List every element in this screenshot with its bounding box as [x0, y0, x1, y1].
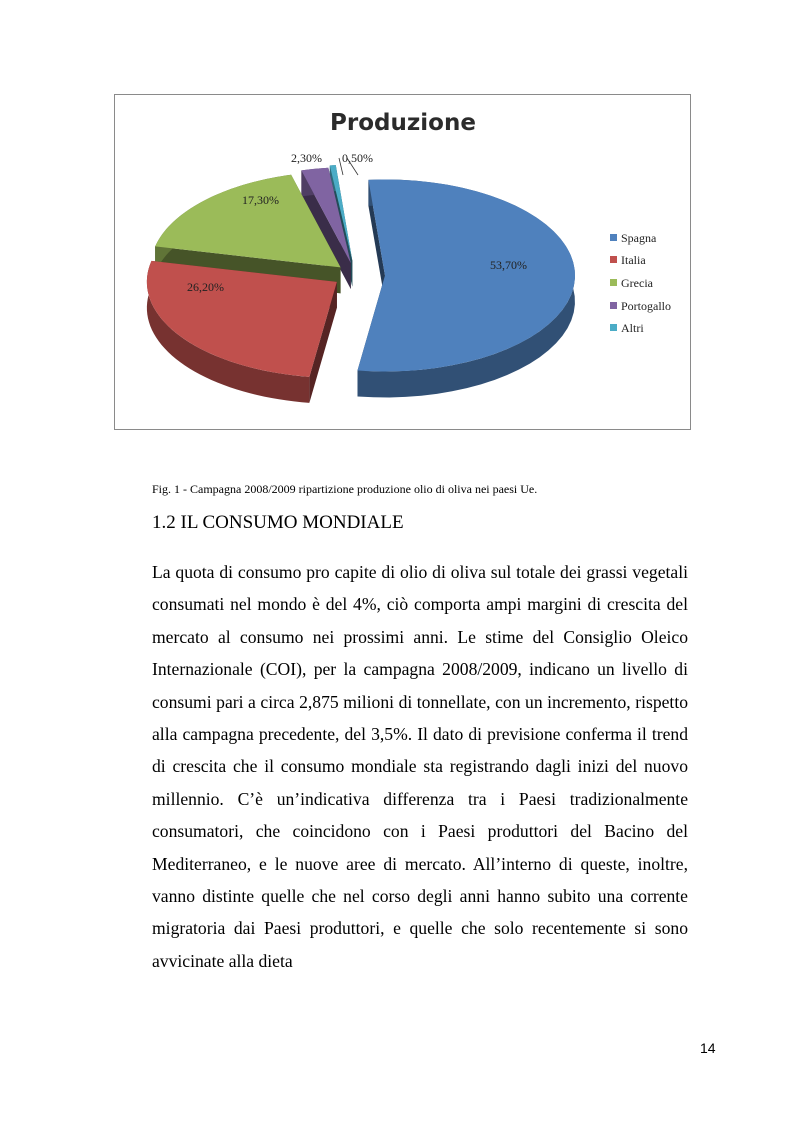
slice-label-grecia: 17,30% [242, 193, 279, 207]
pie-chart [115, 95, 692, 431]
slice-label-portogallo: 2,30% [291, 151, 322, 165]
chart-title: Produzione [330, 110, 476, 136]
slice-label-altri: 0,50% [342, 151, 373, 165]
legend-label: Grecia [621, 276, 653, 290]
legend-swatch [610, 324, 617, 331]
legend-swatch [610, 256, 617, 263]
section-heading: 1.2 IL CONSUMO MONDIALE [152, 512, 404, 533]
legend-label: Altri [621, 321, 644, 335]
legend-swatch [610, 234, 617, 241]
legend-label: Portogallo [621, 299, 671, 313]
figure-caption: Fig. 1 - Campagna 2008/2009 ripartizione produzione olio di oliva nei paesi Ue. [152, 482, 538, 496]
legend-swatch [610, 279, 617, 286]
chart-frame [114, 94, 691, 430]
page-number: 14 [700, 1040, 716, 1056]
legend-swatch [610, 302, 617, 309]
legend-label: Italia [621, 253, 646, 267]
legend [610, 231, 671, 335]
legend-label: Spagna [621, 231, 657, 245]
body-paragraph: La quota di consumo pro capite di olio di oliva sul totale dei grassi vegetali consumati nel mondo è del 4%, ciò comporta ampi margini di crescita del mercato al consumo nei prossimi anni. Le stime del Consiglio Oleico Internazionale (COI), per la campagna 2008/2009, indicano un livello di consumi pari a circa 2,875 milioni di tonnellate, con un incremento, rispetto alla campagna precedente, del 3,5%. Il dato di previsione conferma il trend di crescita che il consumo mondiale sta registrando dagli inizi del nuovo millennio. C’è un’indicativa differenza tra i Paesi tradizionalmente consumatori, che coincidono con i Paesi produttori del Bacino del Mediterraneo, e le nuove aree di mercato. All’interno di queste, inoltre, vanno distinte quelle che nel corso degli anni hanno subito una corrente migratoria dai Paesi produttori, e quelle che solo recentemente si sono avvicinate alla dieta [152, 562, 688, 971]
slice-label-italia: 26,20% [187, 280, 224, 294]
slice-label-spagna: 53,70% [490, 258, 527, 272]
